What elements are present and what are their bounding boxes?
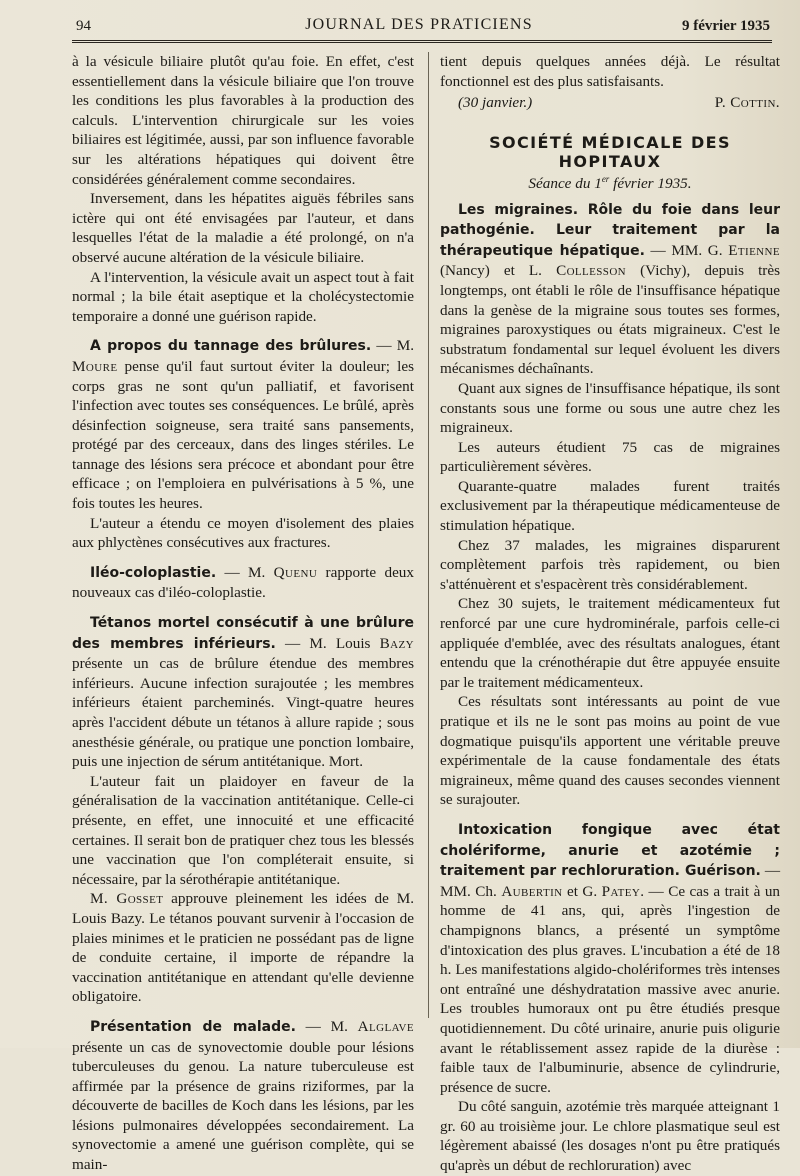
dash: — MM. G. [644, 241, 729, 259]
author-name: Patey [601, 882, 641, 900]
article-title: Présentation de malade. [90, 1018, 296, 1035]
article-title: Intoxication fongique avec état cholériforme, anurie et azotémie ; traitement par rechloruration. Guérison. [440, 821, 780, 880]
article-text: rapporte deux nouveaux cas d'iléo-coloplastie. [72, 563, 414, 602]
dash: — MM. Ch. [440, 862, 781, 900]
paragraph-gosset [72, 889, 414, 1007]
article-title: Tétanos mortel consécutif à une brûlure des membres inférieurs. [72, 615, 414, 652]
column-divider [428, 52, 429, 1018]
article-text: pense qu'il faut surtout éviter la douleur; les corps gras ne sont qu'un palliatif, et favorisent l'infection avec toutes ses conséquences. Le brûlé, après désinfection soigneuse, sera traité sans pansements, protégé par des cerceaux, dans des linges stériles. Le tannage des lésions sera précoce et abondant pour être efficace ; on l'emploiera en pulvérisations à 5 %, une fois toutes les heures. [72, 357, 414, 513]
paragraph: Ces résultats sont intéressants au point de vue pratique et ils ne le sont pas moins au point de vue dogmatique puisqu'ils apportent une véritable preuve expérimentale de la cause fondamentale des états migraineux, même quand des causes secondes viennent se surajouter. [440, 693, 780, 809]
paragraph: Chez 30 sujets, le traitement médicamenteux fut renforcé par une cure hydrominérale, parfois celle-ci appliquée d'emblée, avec des résultats analogues, étant entendu que la crénothérapie dut être appuyée ensuite par le traitement médicamenteux. [440, 595, 780, 691]
issue-date: 9 février 1935 [681, 18, 770, 34]
seance-date [440, 174, 780, 194]
dash: — M. Louis [275, 634, 380, 652]
journal-title: JOURNAL DES PRATICIENS [305, 16, 533, 33]
byline [440, 93, 780, 113]
article-title: Les migraines. Rôle du foie dans leur pathogénie. Leur traitement par la thérapeutique hépatique. [440, 201, 780, 259]
paragraph: Du côté sanguin, azotémie très marquée atteignant 1 gr. 60 au troisième jour. Le chlore plasmatique seul est légèrement abaissé (les dosages n'ont pu être pratiqués qu'après un début de rechloruration) avec [440, 1098, 780, 1175]
article-title: A propos du tannage des brûlures. [90, 338, 372, 355]
dash: — M. [295, 1017, 358, 1035]
author-name: Etienne [728, 241, 780, 259]
seance-prefix: Séance du 1 [528, 174, 602, 192]
dateline: (30 janvier.) [458, 94, 533, 112]
dash: — M. [216, 563, 274, 581]
author-name: Aubertin [501, 882, 563, 900]
paragraph: tient depuis quelques années déjà. Le résultat fonctionnel est des plus satisfaisants. [440, 53, 780, 90]
paragraph: à la vésicule biliaire plutôt qu'au foie. En effet, c'est essentiellement dans la vésicule biliaire que l'on trouve les conditions les plus favorables à la production des calculs. L'intervention chirurgicale sur les voies biliaires est légitimée, aussi, par son influence favorable sur les altérations hépatiques qui doivent être considérées généralement comme secondaires. [72, 53, 414, 188]
article-title: Iléo-coloplastie. [90, 564, 217, 581]
page-number: 94 [76, 18, 91, 34]
author-name: Quenu [273, 563, 318, 581]
paragraph: L'auteur a étendu ce moyen d'isolement des plaies aux phlyctènes consécutives aux fractures. [72, 514, 414, 552]
article-text: . — Ce cas a trait à un homme de 41 ans, qui, après l'ingestion de champignons blancs, a présenté un symptôme d'intoxication des plus graves. L'incubation a été de 18 h. Les manifestations algido-cholériformes très intenses ont entraîné une déshydratation massive avec anurie. Les troubles humoraux ont pu être étudiés presque quotidiennement. Du côté urinaire, anurie puis oligurie avant le rétablissement assez rapide de la diurèse : faible taux de l'albuminurie, absence de cylindrurie, présence de sucre. [440, 882, 781, 1096]
article-tetanos [72, 613, 414, 772]
author-name: Alglave [357, 1017, 414, 1035]
paragraph: Inversement, dans les hépatites aiguës fébriles sans ictère qui ont été envisagées par l'auteur, et dans lesquelles l'état de la maladie a été prolongé, on n'a observé aucune altération de la vésicule biliaire. [72, 190, 414, 266]
paragraph: Quarante-quatre malades furent traités exclusivement par la thérapeutique médicamenteuse de stimulation hépatique. [440, 477, 780, 535]
author-name: M. Gosset [90, 890, 164, 908]
seance-sup: er [601, 173, 610, 184]
section-title: SOCIÉTÉ MÉDICALE DES HOPITAUX [489, 132, 731, 172]
page-header [68, 14, 770, 40]
left-column [72, 52, 414, 1175]
article-intoxication [440, 820, 780, 1097]
dash: — M. [371, 337, 414, 355]
connector: et G. [562, 882, 602, 900]
author-name: Bazy [379, 634, 414, 652]
article-ileo [72, 563, 414, 603]
header-rule [72, 40, 772, 43]
article-migraines [440, 200, 780, 379]
paragraph: A l'intervention, la vésicule avait un aspect tout à fait normal ; la bile était aseptique et la cholécystectomie temporaire a donné une guérison rapide. [72, 268, 414, 325]
article-text: (Vichy), depuis très longtemps, ont établi le rôle de l'insuffisance hépatique dans la genèse de la migraine sous toutes ses formes, migraines paroxystiques ou états migraineux. C'est le substratum fondamental sur lequel évoluent les divers mécanismes déchaînants. [440, 262, 780, 378]
article-text: approuve pleinement les idées de M. Louis Bazy. Le tétanos pouvant survenir à l'occasion de plaies minimes et le praticien ne possédant pas de ligne de conduite certaine, il importe de répandre la vaccination antitétanique en attendant qu'elle devienne obligatoire. [72, 890, 414, 1006]
signature: P. Cottin. [714, 94, 780, 112]
article-brulures [72, 336, 414, 513]
paragraph: Chez 37 malades, les migraines disparurent complètement parfois très rapidement, ou bien s'atténuèrent et s'espacèrent très considérablement. [440, 536, 780, 593]
author-name: Collesson [556, 262, 627, 280]
paragraph: Les auteurs étudient 75 cas de migraines particulièrement sévères. [440, 438, 780, 476]
seance-suffix: février 1935. [609, 174, 692, 192]
article-presentation [72, 1017, 414, 1175]
paragraph: L'auteur fait un plaidoyer en faveur de la généralisation de la vaccination antitétanique. Celle-ci présente, en effet, une innocuité et une efficacité certaines. Il serait bon de pratiquer chez tous les blessés une vaccination que l'on compléterait ensuite, si nécessaire, par la sérothérapie antitétanique. [72, 772, 414, 888]
article-text: présente un cas de brûlure étendue des membres inférieurs. Aucune infection surajoutée ; les membres inférieurs étaient parcheminés. Vingt-quatre heures après l'accident débute un tétanos à allure rapide ; sous anesthésie générale, ou pratique une ponction lombaire, puis une injection de sérum antitétanique. Mort. [72, 655, 414, 771]
author-name: Moure [72, 357, 118, 375]
right-column [440, 52, 780, 1176]
article-text: présente un cas de synovectomie double pour lésions tuberculeuses du genou. La nature tuberculeuse est affirmée par la présence de grains riziformes, par la découverte de bacilles de Koch dans les lésions, par les lésions pulmonaires développées secondairement. La synovectomie a amené une guérison complète, qui se main- [72, 1038, 414, 1174]
paragraph: Quant aux signes de l'insuffisance hépatique, ils sont constants sous une forme ou sous une autre chez les migraineux. [440, 379, 780, 437]
connector: (Nancy) et L. [440, 262, 557, 280]
